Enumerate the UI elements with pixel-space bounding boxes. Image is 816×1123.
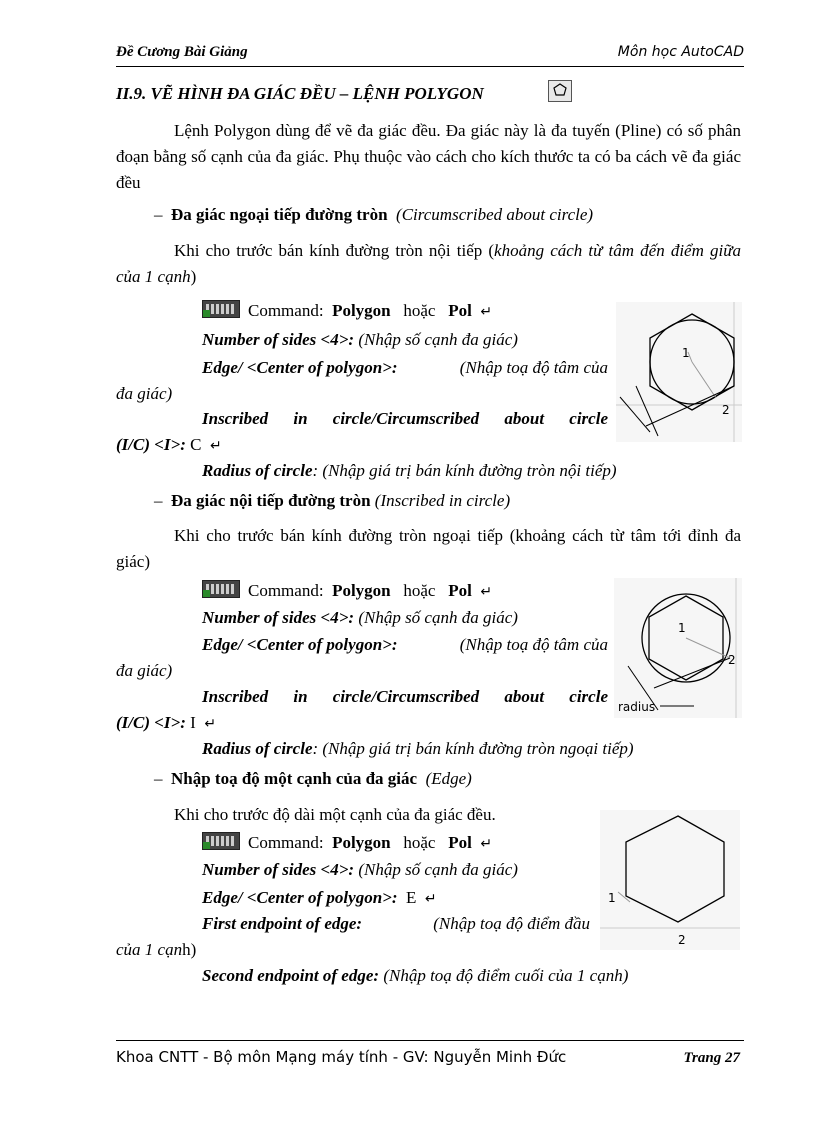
s2-edge-line-2: đa giác)	[116, 661, 173, 680]
circumscribed-polygon-figure	[616, 302, 742, 442]
s3-first-line-2: của 1 cạnh)	[116, 940, 197, 959]
section-title: II.9. VẼ HÌNH ĐA GIÁC ĐỀU – LỆNH POLYGON	[116, 84, 484, 103]
keyboard-icon	[202, 832, 240, 850]
keyboard-icon	[202, 580, 240, 598]
fig1-label-2: 2	[722, 403, 730, 417]
inscribed-polygon-figure	[614, 578, 742, 718]
s3-command-line: Command: Polygon hoặc Pol ↵	[202, 830, 492, 857]
footer-rule	[116, 1040, 744, 1041]
s3-heading: – Nhập toạ độ một cạnh của đa giác (Edge)	[154, 769, 472, 788]
s3-description: Khi cho trước độ dài một cạnh của đa giác đều.	[174, 805, 496, 824]
polygon-toolbar-icon	[548, 80, 572, 102]
edge-polygon-figure	[600, 810, 740, 950]
s2-command-line: Command: Polygon hoặc Pol ↵	[202, 578, 492, 605]
intro-paragraph: Lệnh Polygon dùng để vẽ đa giác đều. Đa giác này là đa tuyến (Pline) có số phân đoạn bằng số cạnh của đa giác. Phụ thuộc vào cách cho kích thước ta có ba cách vẽ đa giác đều	[116, 121, 741, 192]
s2-edge-line: Edge/ <Center of polygon>: (Nhập toạ độ tâm của	[202, 635, 608, 654]
s1-sides-line: Number of sides <4>: (Nhập số cạnh đa giác)	[202, 330, 518, 349]
s1-description: Khi cho trước bán kính đường tròn nội tiếp (khoảng cách từ tâm đến điểm giữa của 1 cạnh)	[116, 241, 741, 286]
s1-ic-line: Inscribed in circle/Circumscribed about circle	[202, 409, 608, 428]
s2-description: Khi cho trước bán kính đường tròn ngoại tiếp (khoảng cách từ tâm tới đỉnh đa giác)	[116, 526, 741, 571]
header-rule	[116, 66, 744, 67]
fig2-label-radius: radius	[618, 700, 656, 714]
fig3-label-1: 1	[608, 891, 616, 905]
fig2-label-2: 2	[728, 653, 736, 667]
s1-heading: – Đa giác ngoại tiếp đường tròn (Circumscribed about circle)	[154, 205, 594, 224]
s1-edge-line-2: đa giác)	[116, 384, 173, 403]
s3-edge-line: Edge/ <Center of polygon>: E ↵	[202, 888, 437, 907]
header-right: Môn học AutoCAD	[617, 44, 744, 60]
s3-first-line: First endpoint of edge: (Nhập toạ độ điểm đầu	[202, 914, 590, 933]
fig2-label-1: 1	[678, 621, 686, 635]
footer-left: Khoa CNTT - Bộ môn Mạng máy tính - GV: Nguyễn Minh Đức	[116, 1048, 567, 1066]
header-left: Đề Cương Bài Giảng	[116, 44, 248, 60]
s2-radius-line: Radius of circle: (Nhập giá trị bán kính đường tròn ngoại tiếp)	[202, 739, 634, 758]
s2-heading: – Đa giác nội tiếp đường tròn (Inscribed in circle)	[154, 491, 511, 510]
keyboard-icon	[202, 300, 240, 318]
s3-sides-line: Number of sides <4>: (Nhập số cạnh đa giác)	[202, 860, 518, 879]
fig3-label-2: 2	[678, 933, 686, 947]
s3-second-line: Second endpoint of edge: (Nhập toạ độ điểm cuối của 1 cạnh)	[202, 966, 629, 985]
s1-edge-line: Edge/ <Center of polygon>: (Nhập toạ độ tâm của	[202, 358, 608, 377]
s2-sides-line: Number of sides <4>: (Nhập số cạnh đa giác)	[202, 608, 518, 627]
page-number: Trang 27	[683, 1050, 740, 1066]
fig1-label-1: 1	[682, 346, 690, 360]
s1-radius-line: Radius of circle: (Nhập giá trị bán kính đường tròn nội tiếp)	[202, 461, 617, 480]
s1-command-line: Command: Polygon hoặc Pol ↵	[202, 298, 492, 325]
s1-ic-line-2: (I/C) <I>: C ↵	[116, 435, 222, 454]
s2-ic-line-2: (I/C) <I>: I ↵	[116, 713, 217, 732]
s2-ic-line: Inscribed in circle/Circumscribed about circle	[202, 687, 608, 706]
